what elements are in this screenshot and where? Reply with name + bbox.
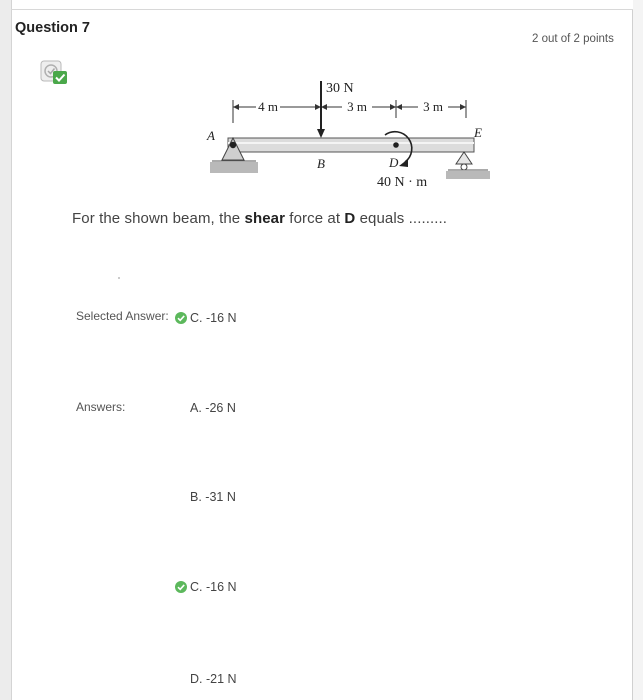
question-text-mid: force at	[285, 210, 345, 227]
point-b-label: B	[317, 156, 325, 171]
answer-option-b	[190, 490, 236, 504]
frame-border-top	[11, 9, 633, 10]
dim-de-label: 3 m	[423, 99, 443, 114]
point-a-label: A	[207, 128, 215, 143]
graded-correct-icon	[40, 60, 70, 86]
answer-option-d-text: D. -21 N	[190, 672, 237, 686]
answers-label: Answers:	[76, 400, 126, 414]
point-e-label: E	[474, 125, 482, 140]
question-text-d: D	[344, 210, 356, 227]
moment-label: 40 N · m	[377, 175, 428, 190]
dim-ab-label: 4 m	[258, 99, 278, 114]
question-text	[72, 210, 447, 227]
selected-answer-label: Selected Answer:	[76, 309, 169, 323]
correct-check-icon	[175, 581, 187, 593]
selected-answer	[175, 311, 237, 325]
question-text-prefix: For the shown beam, the	[72, 210, 245, 227]
stray-dot	[118, 277, 120, 279]
point-d-label: D	[389, 155, 399, 170]
answer-option-a-text: A. -26 N	[190, 401, 236, 415]
answer-option-b-text: B. -31 N	[190, 490, 236, 504]
answer-option-d	[190, 672, 237, 686]
question-title: Question 7	[15, 20, 90, 36]
selected-answer-value: C. -16 N	[190, 311, 237, 325]
question-points: 2 out of 2 points	[532, 33, 614, 45]
correct-check-icon	[175, 312, 187, 324]
beam-diagram	[200, 78, 500, 196]
dim-bd-label: 3 m	[347, 99, 367, 114]
answer-option-c-text: C. -16 N	[190, 580, 237, 594]
question-text-suffix: equals .........	[355, 210, 448, 227]
load-label: 30 N	[326, 81, 354, 96]
answer-option-c	[175, 580, 237, 594]
page-frame-right	[633, 0, 643, 700]
page-frame-left	[0, 0, 11, 700]
frame-border-left	[11, 0, 12, 700]
question-text-shear: shear	[244, 210, 286, 227]
answer-option-a	[190, 401, 236, 415]
